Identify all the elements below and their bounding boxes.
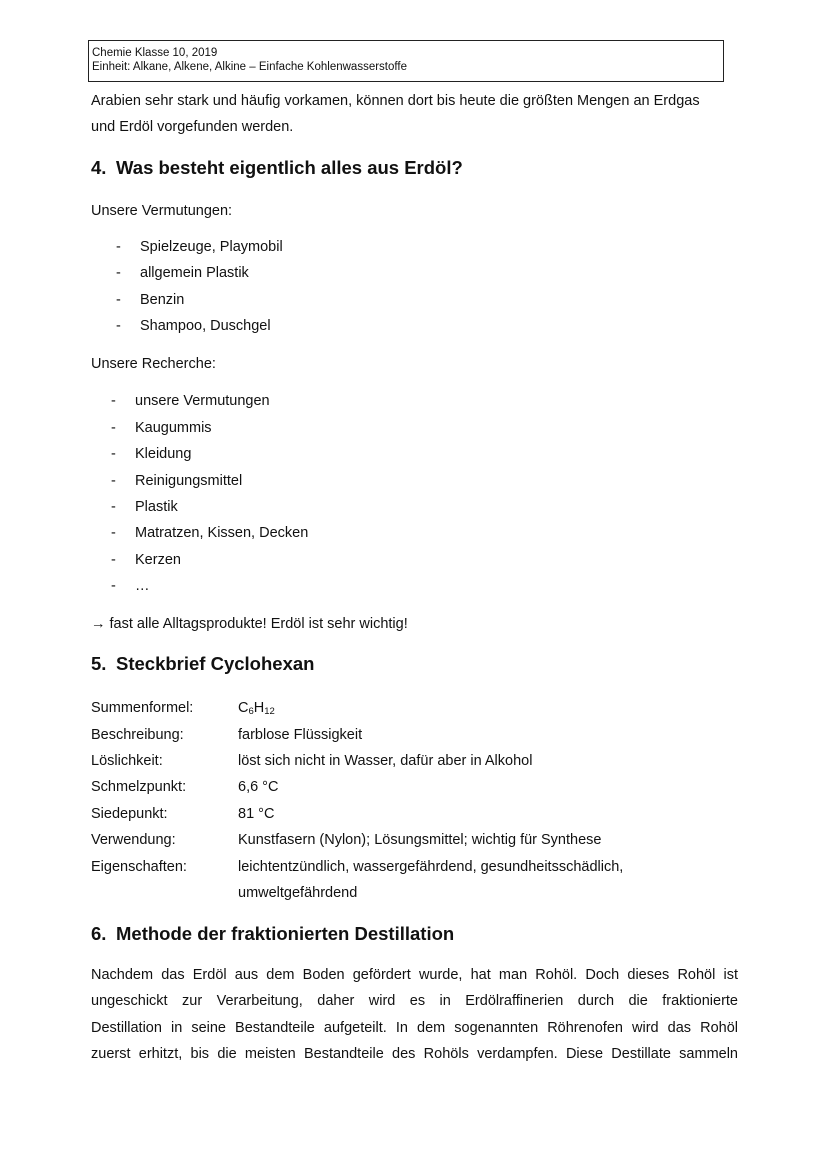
list-dash: - [116, 318, 121, 334]
list-dash: - [116, 239, 121, 255]
section-5-title: Steckbrief Cyclohexan [116, 653, 315, 674]
fact-value: löst sich nicht in Wasser, dafür aber in Alkohol [238, 753, 533, 769]
guess-item: Shampoo, Duschgel [140, 318, 271, 334]
page-header [88, 40, 724, 82]
conclusion-line: → fast alle Alltagsprodukte! Erdöl ist sehr wichtig! [91, 616, 408, 632]
paragraph-line: Destillation in seine Bestandteile aufgeteilt. In dem sogenannten Röhrenofen wird das Rohöl [91, 1020, 738, 1036]
properties-label: Eigenschaften: [91, 859, 187, 875]
section-5-number: 5. [91, 653, 107, 674]
list-dash: - [111, 552, 116, 568]
section-4-number: 4. [91, 157, 107, 178]
fact-label: Löslichkeit: [91, 753, 163, 769]
paragraph-line: Nachdem das Erdöl aus dem Boden gefördert wurde, hat man Rohöl. Doch dieses Rohöl ist [91, 967, 738, 983]
paragraph-line: zuerst erhitzt, bis die meisten Bestandteile des Rohöls verdampfen. Diese Destillate sammeln [91, 1046, 738, 1062]
fact-label: Verwendung: [91, 832, 176, 848]
fact-value: farblose Flüssigkeit [238, 727, 363, 743]
research-item: Matratzen, Kissen, Decken [135, 525, 309, 541]
section-5-heading [91, 653, 314, 675]
fact-label: Siedepunkt: [91, 806, 168, 822]
research-item: Plastik [135, 499, 178, 515]
list-dash: - [111, 473, 116, 489]
section-4-title: Was besteht eigentlich alles aus Erdöl? [116, 157, 463, 178]
section-6-title: Methode der fraktionierten Destillation [116, 923, 455, 944]
properties-value-line-2: umweltgefährdend [238, 885, 358, 901]
guess-item: Benzin [140, 292, 185, 308]
research-item: … [135, 578, 150, 594]
research-item: Kerzen [135, 552, 181, 568]
list-dash: - [116, 292, 121, 308]
formula-label: Summenformel: [91, 700, 194, 716]
header-unit: Einheit: Alkane, Alkene, Alkine – Einfache Kohlenwasserstoffe [92, 61, 407, 73]
research-label: Unsere Recherche: [91, 356, 216, 372]
guess-item: allgemein Plastik [140, 265, 249, 281]
section-4-heading [91, 157, 463, 179]
list-dash: - [111, 420, 116, 436]
fact-value: 6,6 °C [238, 779, 279, 795]
guesses-label: Unsere Vermutungen: [91, 203, 233, 219]
intro-line-2: und Erdöl vorgefunden werden. [91, 119, 294, 135]
section-6-number: 6. [91, 923, 107, 944]
fact-label: Schmelzpunkt: [91, 779, 187, 795]
guess-item: Spielzeuge, Playmobil [140, 239, 283, 255]
header-course: Chemie Klasse 10, 2019 [92, 47, 218, 59]
research-item: Kaugummis [135, 420, 212, 436]
intro-line-1: Arabien sehr stark und häufig vorkamen, können dort bis heute die größten Mengen an Erdgas [91, 93, 700, 109]
properties-value-line-1: leichtentzündlich, wassergefährdend, gesundheitsschädlich, [238, 859, 624, 875]
fact-label: Beschreibung: [91, 727, 184, 743]
list-dash: - [111, 578, 116, 594]
list-dash: - [111, 499, 116, 515]
list-dash: - [116, 265, 121, 281]
research-item: unsere Vermutungen [135, 393, 270, 409]
research-item: Kleidung [135, 446, 192, 462]
paragraph-line: ungeschickt zur Verarbeitung, daher wird es in Erdölraffinerien durch die fraktionierte [91, 993, 738, 1009]
research-item: Reinigungsmittel [135, 473, 243, 489]
fact-value: Kunstfasern (Nylon); Lösungsmittel; wichtig für Synthese [238, 832, 602, 848]
list-dash: - [111, 446, 116, 462]
list-dash: - [111, 393, 116, 409]
formula-value: $C_6H_{12}$ [238, 700, 275, 717]
fact-value: 81 °C [238, 806, 275, 822]
section-6-heading [91, 923, 454, 945]
list-dash: - [111, 525, 116, 541]
